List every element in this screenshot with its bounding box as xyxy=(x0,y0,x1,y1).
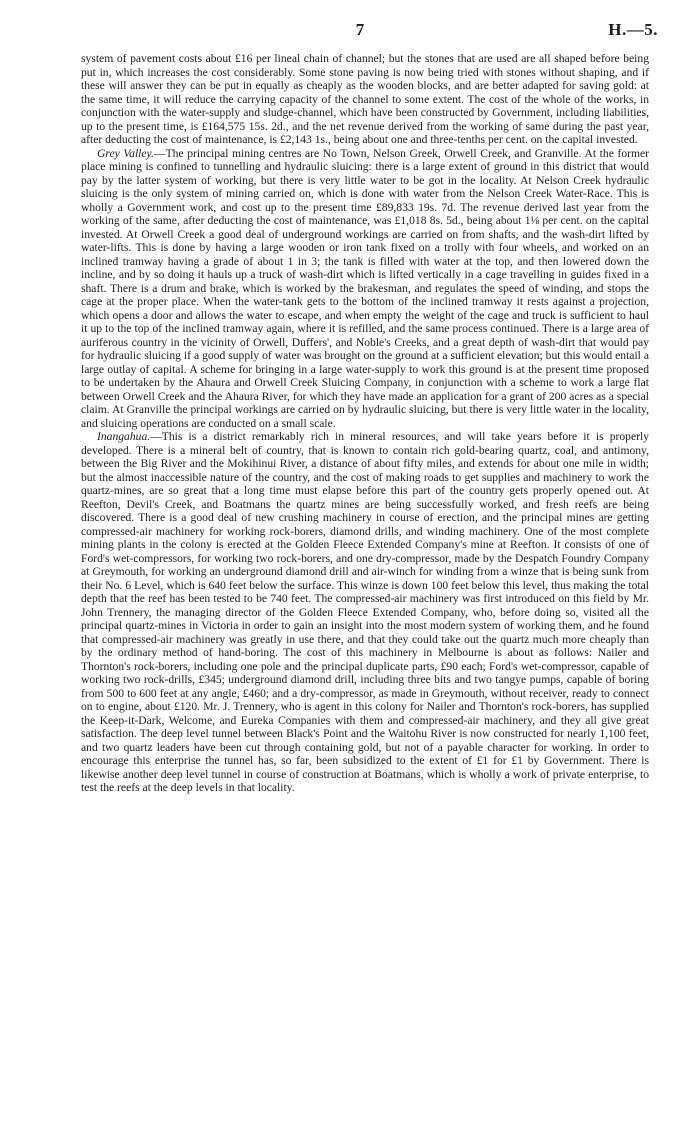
page-header xyxy=(0,20,700,44)
section-heading-grey-valley: Grey Valley. xyxy=(97,146,154,160)
paragraph-pavement-costs xyxy=(81,52,649,147)
section-heading-inangahua: Inangahua. xyxy=(97,430,151,443)
page-number: 7 xyxy=(355,20,365,39)
document-code: H.—5. xyxy=(608,20,658,39)
body-text xyxy=(81,52,649,795)
paragraph-text: system of pavement costs about £16 per lineal chain of channel; but the stones that are used are all shaped before being put in, which increases the cost considerably. Some stone paving is now being tried with stones without shaping, and if these will answer they can be put in equally as cheaply as the wooden blocks, and are better adapted for saving gold: at the same time, it will reduce the carrying capacity of the channel to some extent. The cost of the whole of the works, in conjunction with the water-supply and sludge-channel, which have been constructed by Government, including liabilities, up to the present time, is £164,575 15s. 2d., and the net revenue derived from the working of same during the past year, after deducting the cost of maintenance, is £2,143 1s., being about one and three-tenths per cent. on the capital invested. xyxy=(81,52,649,146)
paragraph-grey-valley xyxy=(81,147,649,431)
paragraph-text: —This is a district remarkably rich in mineral resources, and will take years before it is properly developed. There is a mineral belt of country, that is known to contain rich gold-bearing quartz, coal, and antimony, between the Big River and the Mokihinui River, a distance of about fifty miles, and extends for about one mile in width; but the almost inaccessible nature of the country, and the cost of making roads to get supplies and machinery to work the quartz-mines, are so great that a long time must elapse before this part of the country gets properly opened out. At Reefton, Devil's Creek, and Boatmans the quartz mines are being successfully worked, and fresh reefs are being discovered. There is a good deal of new crushing machinery in course of erection, and the principal mines are getting compressed-air machinery for working rock-borers, diamond drills, and winding machinery. One of the most complete mining plants in the colony is erected at the Golden Fleece Extended Company's mine at Reefton. It consists of one of Ford's wet-compressors, for working two rock-borers, and one dry-compressor, made by the Despatch Foundry Company at Greymouth, for working an underground diamond drill and air-winch for winding from a winze that is being sunk from their No. 6 Level, which is 640 feet below the surface. This winze is down 100 feet below this level, thus making the total depth that the reef has been tested to be 740 feet. The compressed-air machinery was first introduced on this field by Mr. John Trennery, the managing director of the Golden Fleece Extended Company, who, before doing so, visited all the principal quartz-mines in Victoria in order to gain an insight into the most modern system of working them, and he found that compressed-air machinery was greatly in use there, and that they could take out the quartz much more cheaply than by the ordinary method of hand-boring. The cost of this machinery in Melbourne is about as follows: Nailer and Thornton's rock-borers, including one pole and the principal duplicate parts, £90 each; Ford's wet-compressor, capable of working two rock-drills, £345; underground diamond drill, including three bits and two tangye pumps, capable of boring from 500 to 600 feet at any angle, £460; and a dry-compressor, as made in Greymouth, without receiver, ready to connect on to engine, about £120. Mr. J. Trennery, who is agent in this colony for Nailer and Thornton's rock-borers, has supplied the Keep-it-Dark, Welcome, and Eureka Companies with them and compressed-air machinery, and they all give great satisfaction. The deep level tunnel between Black's Point and the Waitohu River is now constructed for nearly 1,100 feet, and two quartz leaders have been cut through containing gold, but not of a payable character for working. In order to encourage this enterprise the tunnel has, so far, been subsidized to the extent of £1 for £1 by Government. There is likewise another deep level tunnel in course of construction at Boatmans, which is wholly a work of private enterprise, to test the reefs at the deep levels in that locality. xyxy=(81,430,649,794)
paragraph-inangahua xyxy=(81,430,649,795)
paragraph-text: —The principal mining centres are No Town, Nelson Greek, Orwell Creek, and Granville. At the former place mining is confined to tunnelling and hydraulic sluicing: there is a large extent of ground in this district that would pay by the latter system of working, but there is very little water to be got in the locality. At Nelson Creek hydraulic sluicing is the only system of mining carried on, which is done with water from the Nelson Creek Water-Race. This is wholly a Government work, and cost up to the present time £89,833 19s. 7d. The revenue derived last year from the working of the same, after deducting the cost of maintenance, was £1,018 8s. 5d., being about 1⅛ per cent. on the capital invested. At Orwell Creek a good deal of underground workings are carried on from shafts, and the wash-dirt lifted by water-lifts. This is done by having a large wooden or iron tank fixed on a trolly with four wheels, and worked on an inclined tramway having a grade of about 1 in 3; the tank is filled with water at the top, and then lowered down the incline, and by so doing it hauls up a truck of wash-dirt which is lifted vertically in a cage travelling in guides fixed in a shaft. There is a drum and brake, which is worked by the brakesman, and regulates the speed of winding, and stops the cage at the proper place. When the water-tank gets to the bottom of the inclined tramway it rests against a projection, which opens a door and allows the water to escape, and when empty the weight of the cage and truck is sufficient to haul it up to the top of the inclined tramway again, where it is refilled, and the same process continued. There is a large area of auriferous country in the vicinity of Orwell, Duffers', and Noble's Creeks, and a great depth of wash-dirt that would pay for hydraulic sluicing if a good supply of water was brought on the ground at a sufficient elevation; but this would entail a large outlay of capital. A scheme for bringing in a large water-supply to work this ground is at the present time proposed to be undertaken by the Ahaura and Orwell Creek Sluicing Company, in conjunction with a scheme to work a large flat between Orwell Creek and the Ahaura River, for which they have made an application for a grant of 200 acres as a special claim. At Granville the principal workings are carried on by hydraulic sluicing, but there is very little water in the locality, and sluicing operations are conducted on a small scale. xyxy=(81,146,650,430)
